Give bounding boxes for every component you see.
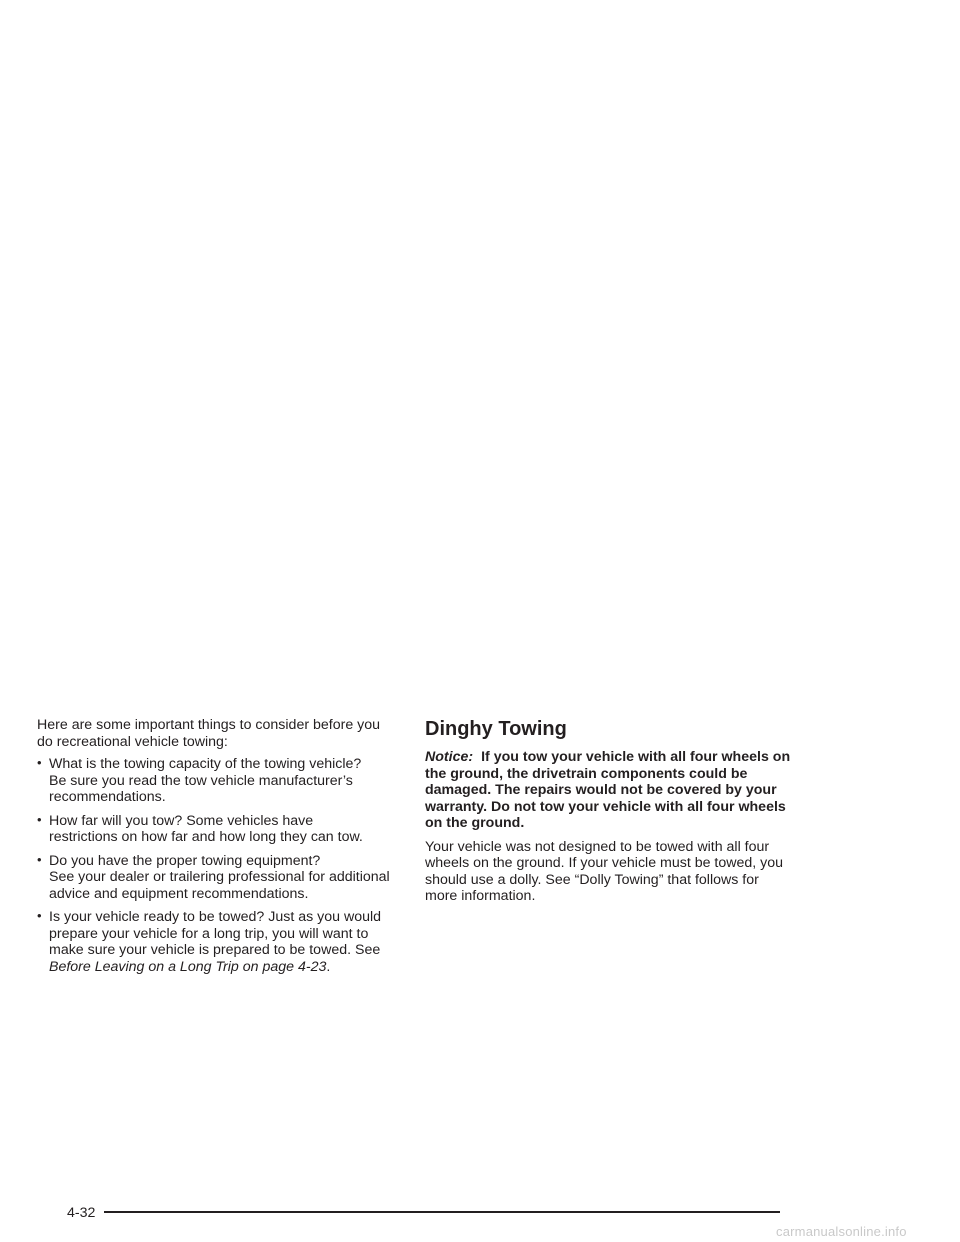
towing-checklist	[37, 756, 397, 975]
notice-text: If you tow your vehicle with all four wheels on the ground, the drivetrain components could be damaged. The repairs would not be covered by your warranty. Do not tow your vehicle with all four wheels on the ground.	[425, 749, 791, 831]
watermark: carmanualsonline.info	[776, 1224, 907, 1239]
section-heading: Dinghy Towing	[425, 718, 567, 740]
left-column	[37, 717, 397, 982]
footer-rule	[104, 1211, 780, 1213]
intro-paragraph: Here are some important things to consider before you do recreational vehicle towing:	[37, 717, 381, 750]
bullet-icon: •	[37, 755, 42, 770]
bullet-body: prepare your vehicle for a long trip, you will want to make sure your vehicle is prepared to be towed. See	[49, 925, 381, 958]
bullet-body: Be sure you read the tow vehicle manufacturer’s recommendations.	[49, 772, 353, 805]
bullet-icon: •	[37, 851, 42, 867]
list-item	[37, 909, 397, 975]
body-paragraph: Your vehicle was not designed to be towed with all four wheels on the ground. If your vehicle must be towed, you should use a dolly. See “Dolly Towing” that follows for more information.	[425, 838, 784, 904]
notice-block	[425, 749, 795, 832]
bullet-icon: •	[37, 908, 42, 923]
bullet-icon: •	[37, 811, 42, 827]
cross-reference-link[interactable]: Before Leaving on a Long Trip on page 4-23	[49, 958, 327, 975]
bullet-end: .	[326, 958, 331, 975]
list-item	[37, 853, 397, 903]
list-item	[37, 756, 397, 806]
bullet-body: restrictions on how far and how long they can tow.	[49, 829, 363, 845]
notice-label: Notice:	[425, 749, 474, 765]
bullet-question: What is the towing capacity of the towing vehicle?	[49, 756, 362, 772]
right-column	[425, 717, 795, 905]
bullet-question: Do you have the proper towing equipment?	[49, 852, 321, 869]
bullet-question: How far will you tow? Some vehicles have	[49, 812, 314, 829]
page-number: 4-32	[67, 1205, 96, 1221]
bullet-body: See your dealer or trailering professional for additional advice and equipment recommendations.	[49, 869, 390, 902]
bullet-question: Is your vehicle ready to be towed? Just as you would	[49, 909, 382, 925]
list-item	[37, 813, 397, 846]
